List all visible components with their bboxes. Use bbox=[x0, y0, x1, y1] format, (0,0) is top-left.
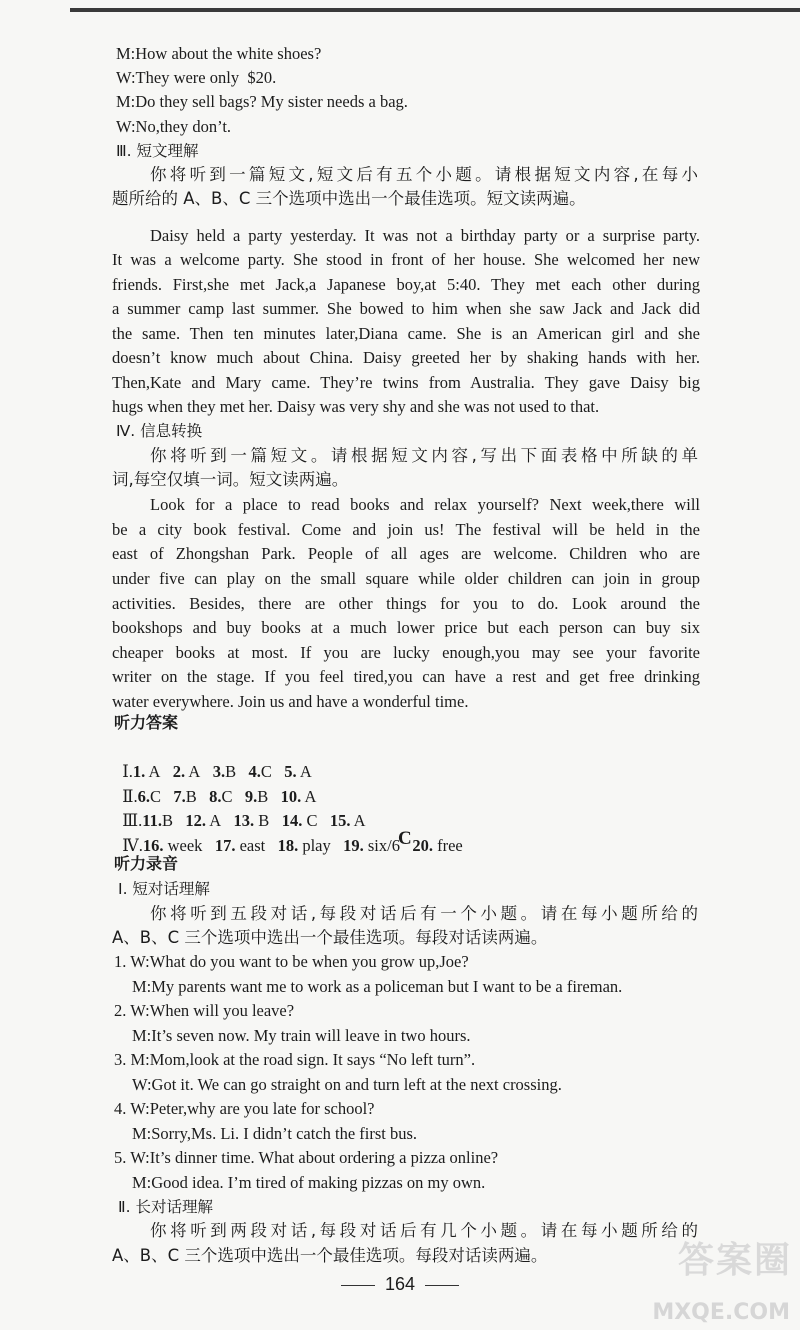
answer-value: C bbox=[260, 762, 272, 781]
part-letter: C bbox=[398, 828, 412, 849]
dialog-line: M:It’s seven now. My train will leave in two hours. bbox=[132, 1026, 471, 1045]
answer-value: A bbox=[188, 762, 201, 781]
answer-value: play bbox=[302, 836, 331, 855]
passage-line: the same. Then ten minutes later,Diana came. She is an American girl and she bbox=[112, 324, 700, 343]
answer-value: B bbox=[257, 787, 269, 806]
answer-number: 20. bbox=[412, 836, 433, 855]
passage-line: Look for a place to read books and relax yourself? Next week,there will bbox=[150, 495, 700, 514]
answers-heading: 听力答案 bbox=[114, 713, 179, 732]
page-number-dash bbox=[341, 1285, 375, 1287]
dialog-line: W:They were only $20. bbox=[116, 68, 277, 87]
answer-value: C bbox=[221, 787, 233, 806]
dialog-line: 5. W:It’s dinner time. What about ordering a pizza online? bbox=[114, 1148, 499, 1167]
instruction-line: 词,每空仅填一词。短文读两遍。 bbox=[112, 470, 349, 489]
passage-line: be a city book festival. Come and join us! The festival will be held in the bbox=[112, 520, 700, 539]
answer-value: free bbox=[437, 836, 463, 855]
answer-number: 6. bbox=[137, 787, 150, 806]
instruction-line: 你将听到一篇短文,短文后有五个小题。请根据短文内容,在每小 bbox=[150, 165, 698, 184]
dialog-line: W:No,they don’t. bbox=[116, 117, 232, 136]
instruction-line: 你将听到两段对话,每段对话后有几个小题。请在每小题所给的 bbox=[150, 1221, 698, 1240]
passage-line: Daisy held a party yesterday. It was not a birthday party or a surprise party. bbox=[150, 226, 700, 245]
dialog-line: W:Got it. We can go straight on and turn left at the next crossing. bbox=[132, 1075, 562, 1094]
answer-value: six/6 bbox=[367, 836, 400, 855]
dialog-line: M:Good idea. I’m tired of making pizzas on my own. bbox=[132, 1173, 486, 1192]
answer-value: B bbox=[225, 762, 237, 781]
section-heading: Ⅰ. 短对话理解 bbox=[118, 880, 210, 898]
dialog-line: M:How about the white shoes? bbox=[116, 44, 322, 63]
instruction-line: 题所给的 A、B、C 三个选项中选出一个最佳选项。短文读两遍。 bbox=[112, 189, 586, 208]
answer-value: A bbox=[209, 811, 222, 830]
answer-value: A bbox=[148, 762, 161, 781]
passage-line: hugs when they met her. Daisy was very shy and she was not used to that. bbox=[112, 397, 600, 416]
answer-number: 12. bbox=[185, 811, 207, 830]
answer-value: B bbox=[258, 811, 270, 830]
section-heading: Ⅳ. 信息转换 bbox=[116, 422, 203, 440]
answer-value: B bbox=[185, 787, 197, 806]
passage-line: a summer camp last summer. She bowed to him when she saw Jack and Jack did bbox=[112, 299, 700, 318]
dialog-line: M:Do they sell bags? My sister needs a bag. bbox=[116, 92, 408, 111]
dialog-line: M:My parents want me to work as a policeman but I want to be a fireman. bbox=[132, 977, 623, 996]
instruction-line: A、B、C 三个选项中选出一个最佳选项。每段对话读两遍。 bbox=[112, 1246, 548, 1265]
dialog-line: 4. W:Peter,why are you late for school? bbox=[114, 1099, 375, 1118]
section-heading: Ⅲ. 短文理解 bbox=[116, 142, 199, 160]
section-heading: Ⅱ. 长对话理解 bbox=[118, 1198, 213, 1216]
answer-row-label: Ⅱ. bbox=[122, 787, 138, 806]
answer-value: A bbox=[304, 787, 317, 806]
answer-number: 3. bbox=[212, 762, 226, 781]
answer-value: C bbox=[149, 787, 161, 806]
answer-number: 15. bbox=[329, 811, 351, 830]
passage-line: writer on the stage. If you feel tired,you can have a rest and get free drinking bbox=[112, 667, 700, 686]
watermark-logo: 答案圈 bbox=[677, 1240, 792, 1281]
answer-number: 7. bbox=[173, 787, 186, 806]
passage-line: under five can play on the small square while older children can join in group bbox=[112, 569, 700, 588]
answer-number: 8. bbox=[209, 787, 222, 806]
answer-value: A bbox=[353, 811, 366, 830]
answer-number: 9. bbox=[244, 787, 258, 806]
answer-value: B bbox=[162, 811, 174, 830]
answer-number: 19. bbox=[343, 836, 364, 855]
passage-line: It was a welcome party. She stood in front of her house. She welcomed her new bbox=[112, 250, 700, 269]
answer-number: 1. bbox=[132, 762, 146, 781]
answer-number: 18. bbox=[277, 836, 299, 855]
passage-line: activities. Besides, there are other things for you to do. Look around the bbox=[112, 594, 700, 613]
top-rule bbox=[70, 8, 800, 12]
passage-line: Then,Kate and Mary came. They’re twins from Australia. They gave Daisy big bbox=[112, 373, 700, 392]
dialog-line: 2. W:When will you leave? bbox=[114, 1001, 295, 1020]
dialog-line: 3. M:Mom,look at the road sign. It says “No left turn”. bbox=[114, 1050, 476, 1069]
instruction-line: 你将听到一篇短文。请根据短文内容,写出下面表格中所缺的单 bbox=[150, 446, 698, 465]
answer-value: east bbox=[239, 836, 266, 855]
answer-value: C bbox=[306, 811, 318, 830]
passage-line: cheaper books at most. If you are lucky enough,you may see your favorite bbox=[112, 643, 700, 662]
answer-number: 2. bbox=[172, 762, 186, 781]
answer-value: A bbox=[299, 762, 312, 781]
answer-value: week bbox=[167, 836, 203, 855]
answer-number: 4. bbox=[248, 762, 261, 781]
answer-number: 11. bbox=[142, 811, 163, 830]
page-number-dash bbox=[425, 1285, 459, 1287]
watermark-url: MXQE.COM bbox=[652, 1300, 790, 1325]
dialog-line: 1. W:What do you want to be when you grow up,Joe? bbox=[114, 952, 469, 971]
answer-number: 13. bbox=[233, 811, 255, 830]
answer-number: 16. bbox=[142, 836, 164, 855]
passage-line: water everywhere. Join us and have a wonderful time. bbox=[112, 692, 469, 711]
passage-line: bookshops and buy books at a much lower price but each person can buy six bbox=[112, 618, 700, 637]
dialog-line: M:Sorry,Ms. Li. I didn’t catch the first bus. bbox=[132, 1124, 418, 1143]
answer-row-label: Ⅰ. bbox=[122, 762, 133, 781]
passage-line: east of Zhongshan Park. People of all ages are welcome. Children who are bbox=[112, 544, 700, 563]
passage-line: friends. First,she met Jack,a Japanese boy,at 5:40. They met each other during bbox=[112, 275, 700, 294]
page-number-value: 164 bbox=[384, 1274, 416, 1294]
answer-row-label: Ⅳ. bbox=[122, 836, 143, 855]
answer-number: 17. bbox=[214, 836, 236, 855]
answer-number: 14. bbox=[281, 811, 303, 830]
answer-number: 5. bbox=[284, 762, 297, 781]
passage-line: doesn’t know much about China. Daisy greeted her by shaking hands with her. bbox=[112, 348, 700, 367]
recording-heading: 听力录音 bbox=[114, 854, 179, 873]
instruction-line: A、B、C 三个选项中选出一个最佳选项。每段对话读两遍。 bbox=[112, 928, 548, 947]
instruction-line: 你将听到五段对话,每段对话后有一个小题。请在每小题所给的 bbox=[150, 904, 698, 923]
answer-row-label: Ⅲ. bbox=[122, 811, 143, 830]
answer-number: 10. bbox=[280, 787, 302, 806]
